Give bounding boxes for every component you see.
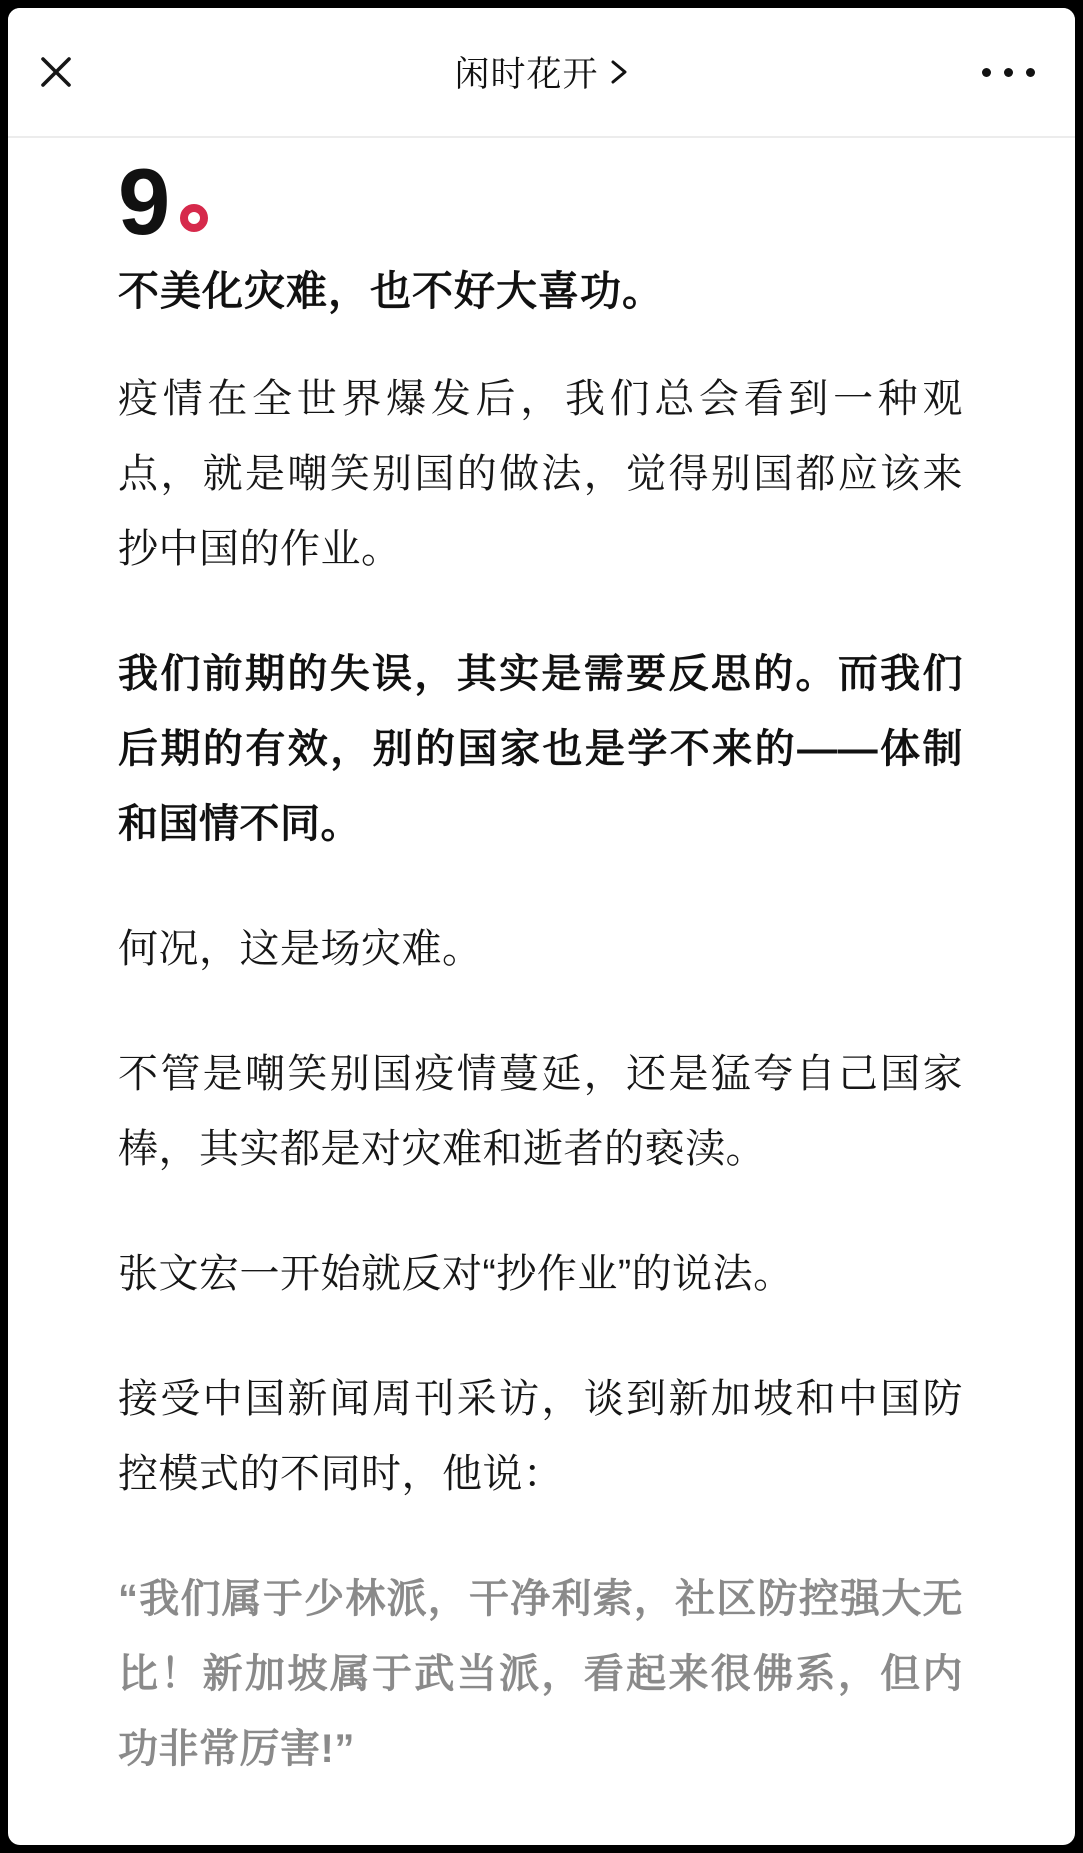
more-icon [982,68,1035,77]
paragraph-3: 何况，这是场灾难。 [118,927,483,971]
paragraph-1: 疫情在全世界爆发后，我们总会看到一种观点，就是嘲笑别国的做法，觉得别国都应该来抄中国的作业。 [118,377,963,571]
close-icon [36,52,76,92]
account-title: 闲时花开 [454,55,599,94]
chevron-right-icon [609,54,629,90]
quote-paragraph: “我们属于少林派，干净利索，社区防控强大无比！新加坡属于武当派，看起来很佛系，但内功非常厉害!” [118,1577,963,1771]
article-reader-screen [8,8,1075,1845]
paragraph-2-bold: 我们前期的失误，其实是需要反思的。而我们后期的有效，别的国家也是学不来的——体制和国情不同。 [118,652,963,846]
close-button[interactable] [36,52,76,92]
paragraph-6: 接受中国新闻周刊采访，谈到新加坡和中国防控模式的不同时，他说： [118,1377,963,1496]
section-number-digit: 9 [118,149,171,254]
paragraph-5: 张文宏一开始就反对“抄作业”的说法。 [118,1252,794,1296]
section-heading: 不美化灾难，也不好大喜功。 [118,268,664,314]
account-title-link[interactable] [454,47,628,97]
article-body [8,138,1075,1787]
section-number [118,149,963,254]
more-button[interactable] [982,68,1035,77]
red-period-mark [180,204,208,232]
paragraph-4: 不管是嘲笑别国疫情蔓延，还是猛夸自己国家棒，其实都是对灾难和逝者的亵渎。 [118,1052,963,1171]
article-header [8,8,1075,138]
